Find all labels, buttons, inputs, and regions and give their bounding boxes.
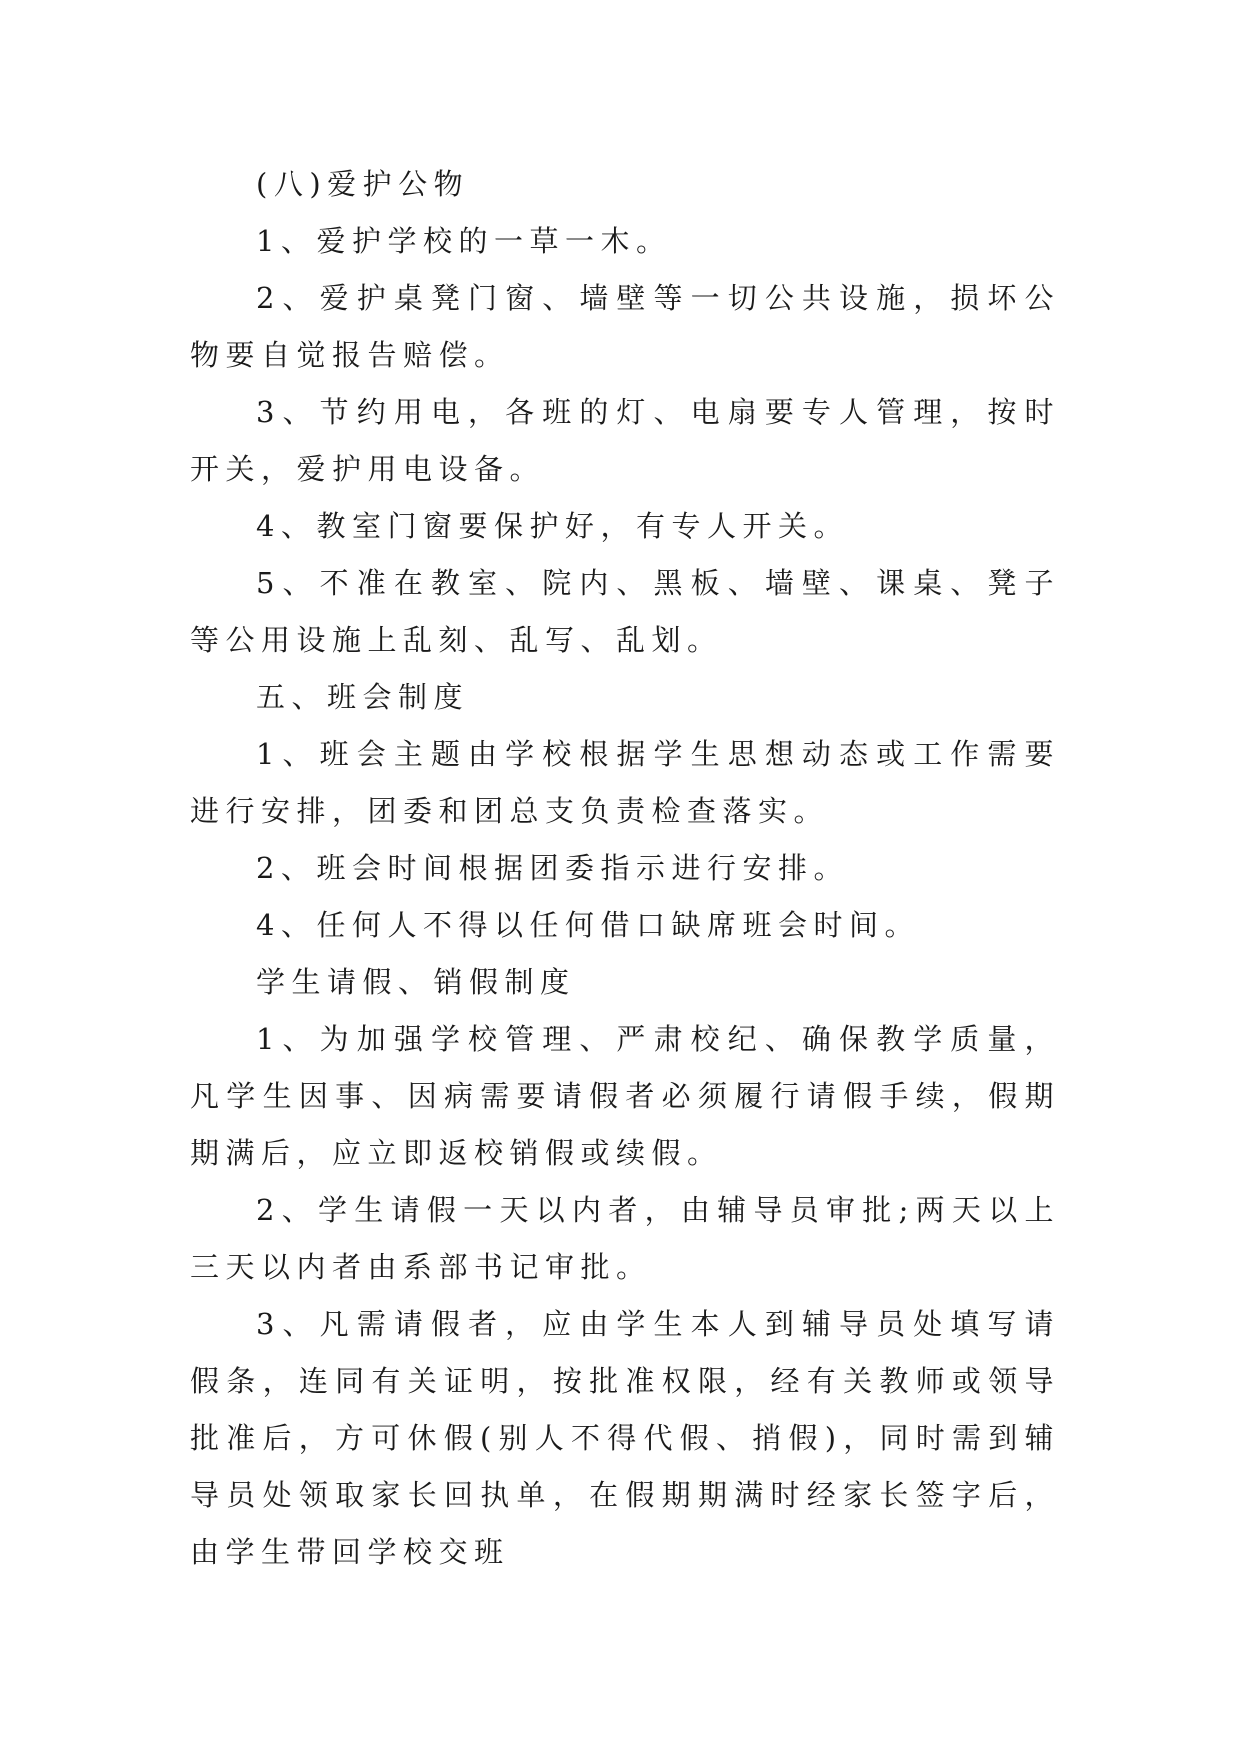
paragraph: 2、爱护桌凳门窗、墙壁等一切公共设施，损坏公物要自觉报告赔偿。 bbox=[190, 281, 1060, 372]
document-body bbox=[190, 156, 1060, 1581]
paragraph: 1、爱护学校的一草一木。 bbox=[256, 224, 672, 258]
paragraph: 2、班会时间根据团委指示进行安排。 bbox=[256, 851, 849, 885]
section-heading-care-public-property: (八)爱护公物 bbox=[256, 167, 470, 201]
paragraph: 4、任何人不得以任何借口缺席班会时间。 bbox=[256, 908, 920, 942]
section-heading-leave-policy: 学生请假、销假制度 bbox=[256, 965, 576, 999]
paragraph: 4、教室门窗要保护好，有专人开关。 bbox=[256, 509, 849, 543]
section-heading-class-meeting: 五、班会制度 bbox=[256, 680, 470, 714]
paragraph: 3、凡需请假者，应由学生本人到辅导员处填写请假条，连同有关证明，按批准权限，经有关教师或领导批准后，方可休假(别人不得代假、捎假)，同时需到辅导员处领取家长回执单，在假期期满时经家长签字后，由学生带回学校交班 bbox=[190, 1307, 1060, 1569]
paragraph: 5、不准在教室、院内、黑板、墙壁、课桌、凳子等公用设施上乱刻、乱写、乱划。 bbox=[190, 566, 1060, 657]
paragraph: 2、学生请假一天以内者，由辅导员审批;两天以上三天以内者由系部书记审批。 bbox=[190, 1193, 1060, 1284]
paragraph: 3、节约用电，各班的灯、电扇要专人管理，按时开关，爱护用电设备。 bbox=[190, 395, 1060, 486]
paragraph: 1、为加强学校管理、严肃校纪、确保教学质量，凡学生因事、因病需要请假者必须履行请假手续，假期期满后，应立即返校销假或续假。 bbox=[190, 1022, 1060, 1170]
paragraph: 1、班会主题由学校根据学生思想动态或工作需要进行安排，团委和团总支负责检查落实。 bbox=[190, 737, 1060, 828]
